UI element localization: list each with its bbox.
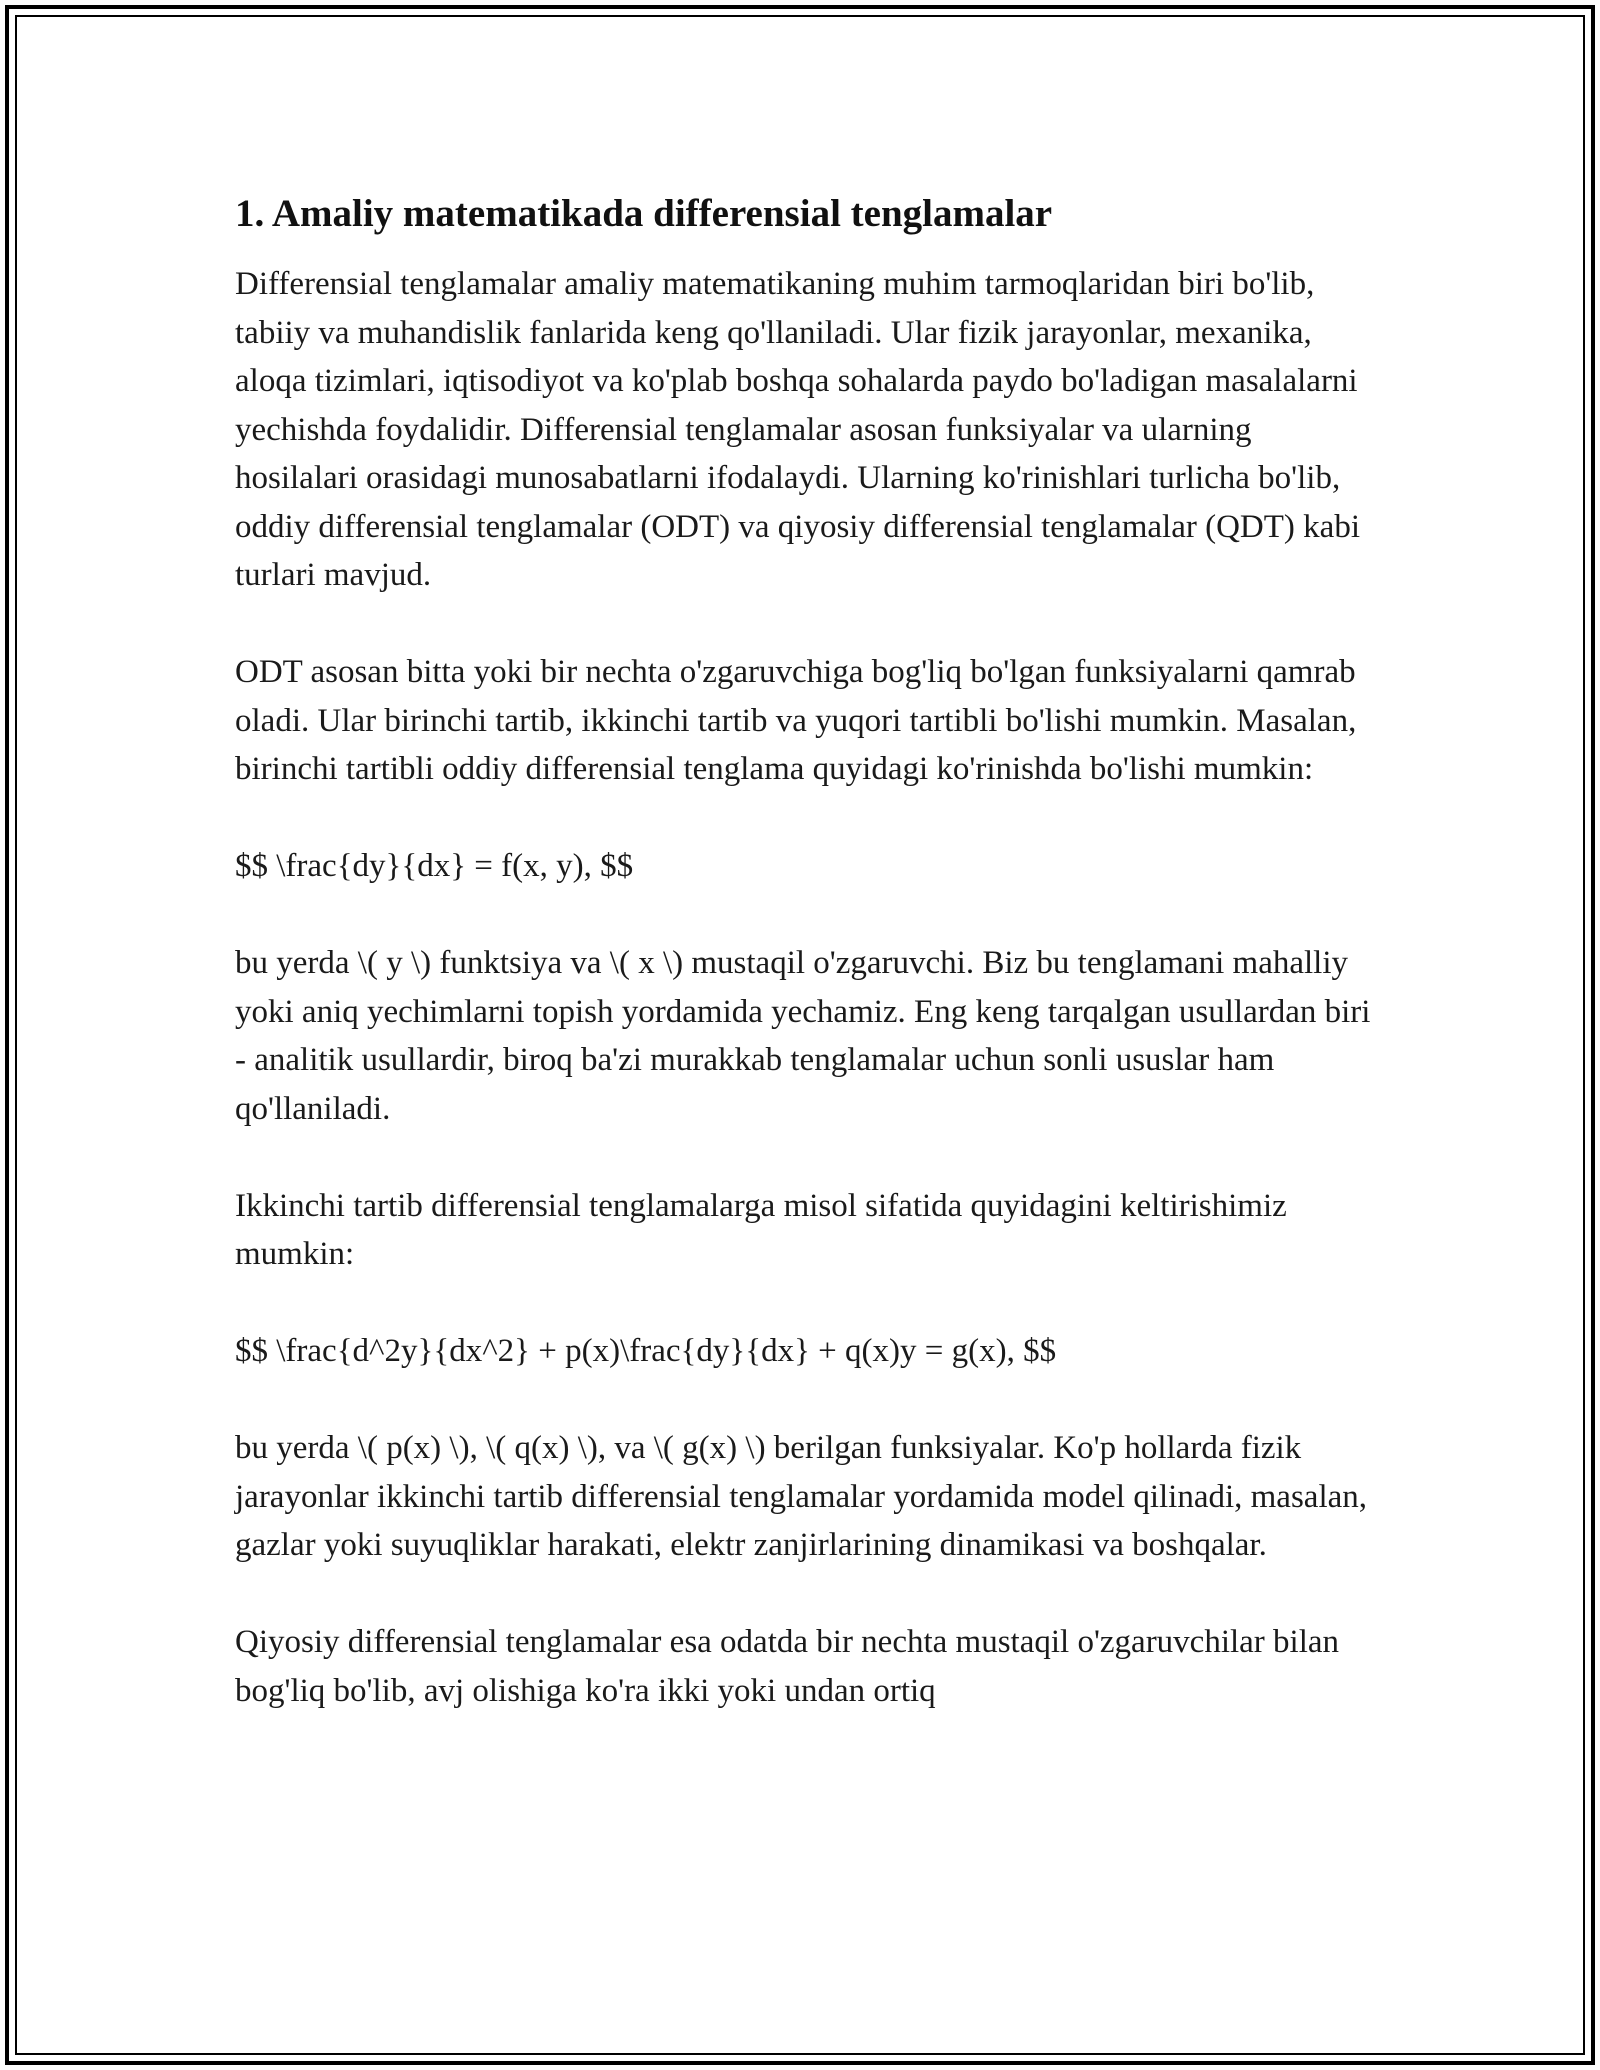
paragraph-first-order-explanation: bu yerda \( y \) funktsiya va \( x \) mustaqil o'zgaruvchi. Biz bu tenglamani mahalliy yoki aniq yechimlarni topish yordamida yechamiz. Eng keng tarqalgan usullardan biri - analitik usullardir, biroq ba'zi murakkab tenglamalar uchun sonli ususlar ham qo'llaniladi.	[235, 945, 1371, 1127]
paragraph-intro: Differensial tenglamalar amaliy matematikaning muhim tarmoqlaridan biri bo'lib, tabiiy va muhandislik fanlarida keng qo'llaniladi. Ular fizik jarayonlar, mexanika, aloqa tizimlari, iqtisodiyot va ko'plab boshqa sohalarda paydo bo'ladigan masalalarni yechishda foydalidir. Differensial tenglamalar asosan funksiyalar va ularning hosilalari orasidagi munosabatlarni ifodalaydi. Ularning ko'rinishlari turlicha bo'lib, oddiy differensial tenglamalar (ODT) va qiyosiy differensial tenglamalar (QDT) kabi turlari mavjud.	[235, 266, 1360, 593]
paragraph-odt: ODT asosan bitta yoki bir nechta o'zgaruvchiga bog'liq bo'lgan funksiyalarni qamrab oladi. Ular birinchi tartib, ikkinchi tartib va yuqori tartibli bo'lishi mumkin. Masalan, birinchi tartibli oddiy differensial tenglama quyidagi ko'rinishda bo'lishi mumkin:	[235, 654, 1357, 787]
paragraph-partial: Qiyosiy differensial tenglamalar esa odatda bir nechta mustaqil o'zgaruvchilar bilan bog'liq bo'lib, avj olishiga ko'ra ikki yoki undan ortiq	[235, 1624, 1340, 1709]
document-body	[235, 188, 1375, 1764]
paragraph-second-order-explanation: bu yerda \( p(x) \), \( q(x) \), va \( g(x) \) berilgan funksiyalar. Ko'p hollarda fizik jarayonlar ikkinchi tartib differensial tenglamalar yordamida model qilinadi, masalan, gazlar yoki suyuqliklar harakati, elektr zanjirlarining dinamikasi va boshqalar.	[235, 1430, 1368, 1563]
equation-first-order: $$ \frac{dy}{dx} = f(x, y), $$	[235, 848, 634, 884]
section-title: 1. Amaliy matematikada differensial tenglamalar	[235, 192, 1053, 235]
paragraph-second-order-intro: Ikkinchi tartib differensial tenglamalarga misol sifatida quyidagini keltirishimiz mumkin:	[235, 1187, 1287, 1272]
equation-second-order: $$ \frac{d^2y}{dx^2} + p(x)\frac{dy}{dx} + q(x)y = g(x), $$	[235, 1333, 1057, 1369]
